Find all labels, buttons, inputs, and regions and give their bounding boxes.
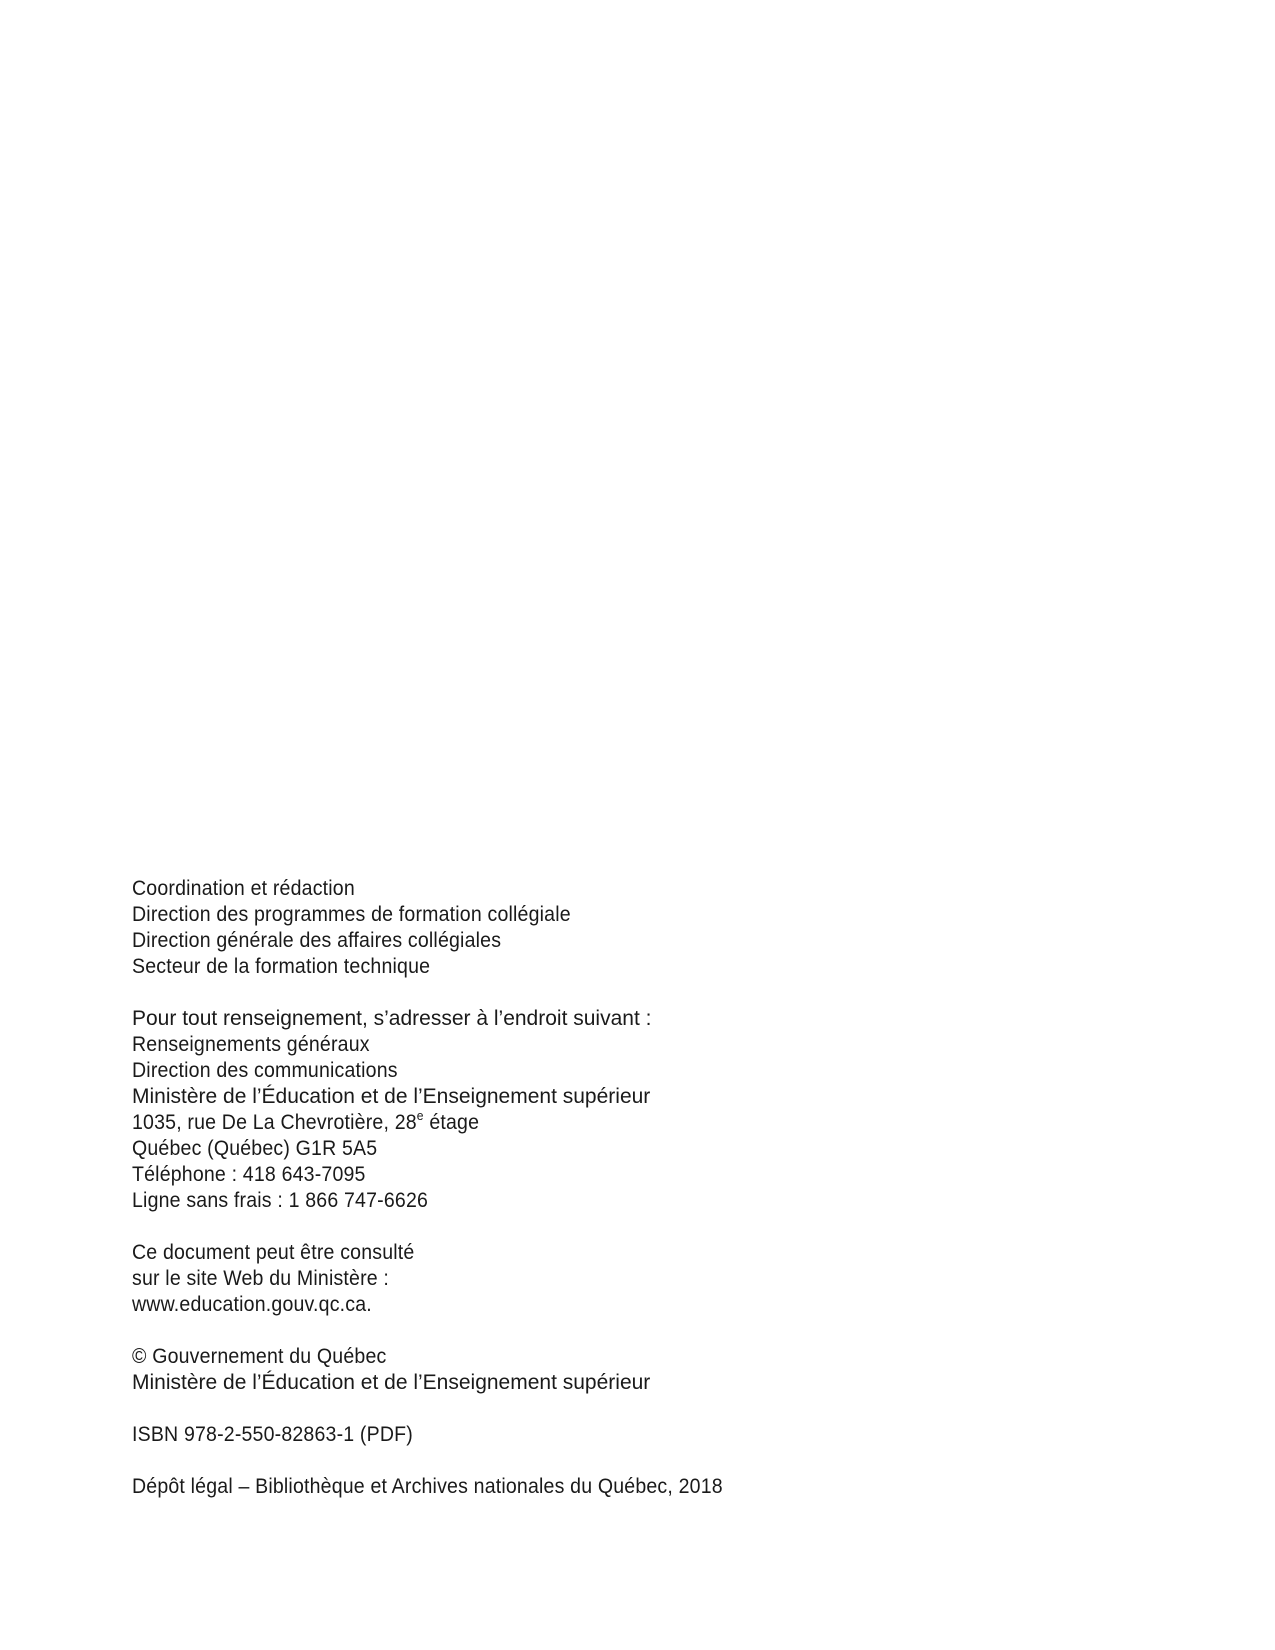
contact-direction: Direction des communications [132,1059,398,1082]
credits-block [132,876,1032,980]
legal-deposit-block [132,1474,1032,1500]
address-floor: étage [423,1111,480,1134]
contact-block [132,1006,1032,1214]
credits-line: Direction des programmes de formation collégiale [132,903,571,926]
contact-city: Québec (Québec) G1R 5A5 [132,1137,378,1160]
contact-toll-free: Ligne sans frais : 1 866 747-6626 [132,1189,429,1212]
isbn: ISBN 978-2-550-82863-1 (PDF) [132,1423,413,1446]
copyright-block [132,1344,1032,1396]
contact-intro: Pour tout renseignement, s’adresser à l’endroit suivant : [132,1007,652,1030]
web-line: Ce document peut être consulté [132,1241,415,1264]
address-superscript: e [416,1108,424,1123]
contact-service: Renseignements généraux [132,1033,370,1056]
legal-deposit: Dépôt légal – Bibliothèque et Archives nationales du Québec, 2018 [132,1475,723,1498]
isbn-block [132,1422,1032,1448]
web-url-link[interactable]: www.education.gouv.qc.ca. [132,1293,372,1316]
copyright-line: © Gouvernement du Québec [132,1345,387,1368]
copyright-ministry: Ministère de l’Éducation et de l’Enseignement supérieur [132,1371,651,1394]
contact-ministry: Ministère de l’Éducation et de l’Enseignement supérieur [132,1085,651,1108]
contact-phone: Téléphone : 418 643-7095 [132,1163,366,1186]
web-block [132,1240,1032,1318]
contact-address [132,1110,969,1136]
credits-line: Direction générale des affaires collégiales [132,929,502,952]
credits-heading: Coordination et rédaction [132,877,355,900]
credits-line: Secteur de la formation technique [132,955,431,978]
colophon [132,876,1032,1526]
address-street: 1035, rue De La Chevrotière, 28 [132,1111,417,1134]
web-line: sur le site Web du Ministère : [132,1267,390,1290]
